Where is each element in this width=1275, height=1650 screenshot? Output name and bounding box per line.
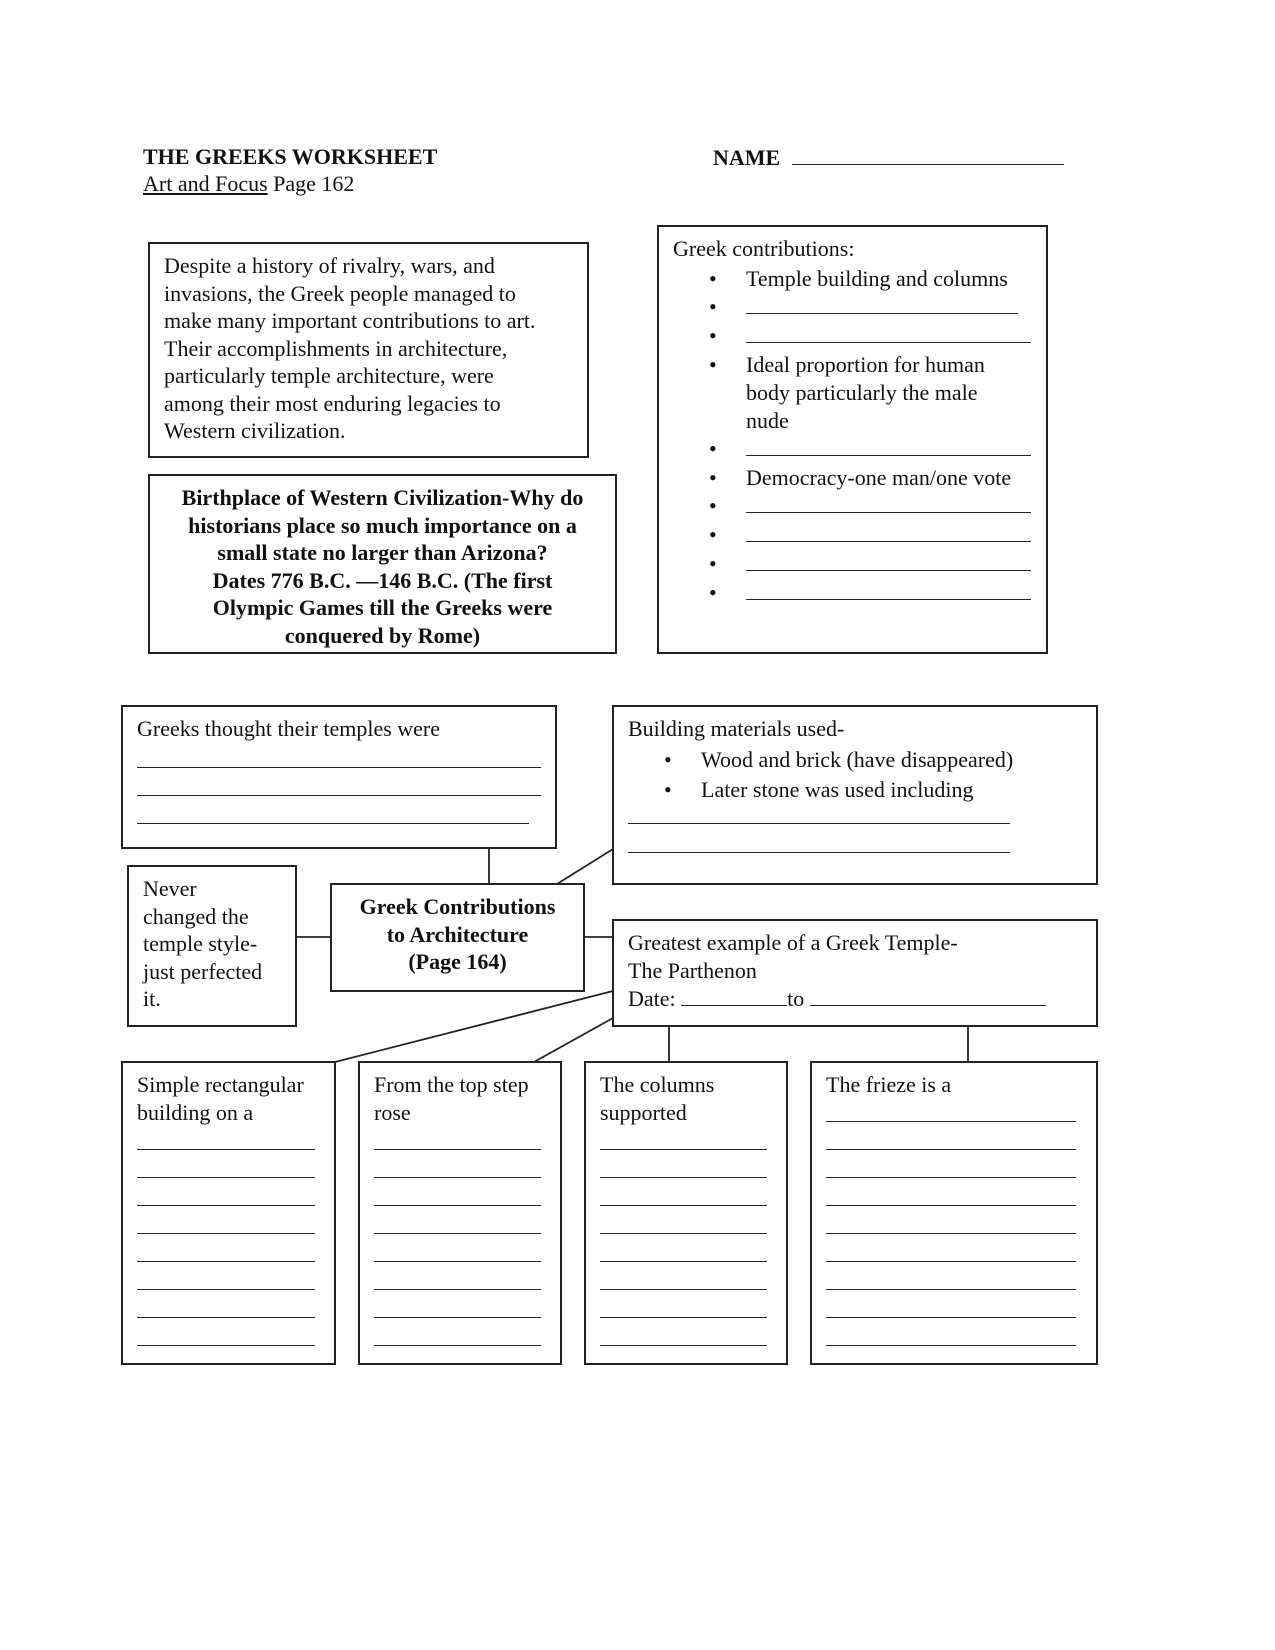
subtitle-page: Page 162 xyxy=(267,171,355,196)
materials-list xyxy=(614,745,1094,805)
columns-text: The columns supported xyxy=(600,1072,715,1125)
answer-line[interactable] xyxy=(374,1345,541,1346)
never-changed-box xyxy=(127,865,297,1027)
answer-line[interactable] xyxy=(374,1261,541,1262)
temples-box xyxy=(121,705,557,849)
answer-line[interactable] xyxy=(826,1317,1076,1318)
contribution-text: Temple building and columns xyxy=(746,266,1008,291)
answer-line[interactable] xyxy=(137,1317,315,1318)
contribution-text: Ideal proportion for human body particularly the male nude xyxy=(746,352,985,433)
date-label: Date: xyxy=(628,986,682,1011)
material-text: Later stone was used including xyxy=(701,777,974,802)
answer-line[interactable] xyxy=(374,1149,541,1150)
answer-line[interactable] xyxy=(137,1345,315,1346)
parthenon-date-row xyxy=(628,985,1046,1013)
answer-line[interactable] xyxy=(600,1345,767,1346)
top-step-box xyxy=(358,1061,562,1365)
answer-line[interactable] xyxy=(600,1233,767,1234)
connector-line xyxy=(557,849,613,884)
answer-line[interactable] xyxy=(600,1261,767,1262)
worksheet-title: THE GREEKS WORKSHEET xyxy=(143,144,438,169)
answer-line[interactable] xyxy=(374,1177,541,1178)
answer-line[interactable] xyxy=(826,1233,1076,1234)
answer-line[interactable] xyxy=(826,1345,1076,1346)
answer-line[interactable] xyxy=(600,1149,767,1150)
materials-box xyxy=(612,705,1098,885)
parthenon-line1: Greatest example of a Greek Temple- xyxy=(628,930,958,955)
center-topic-box xyxy=(330,883,585,992)
connector-line xyxy=(534,1018,613,1062)
answer-line[interactable] xyxy=(826,1205,1076,1206)
temples-text: Greeks thought their temples were xyxy=(137,716,441,741)
center-topic-text: Greek Contributions to Architecture (Page 164) xyxy=(359,894,556,974)
rectangular-building-text: Simple rectangular building on a xyxy=(137,1072,304,1125)
answer-line[interactable] xyxy=(137,1205,315,1206)
answer-line[interactable] xyxy=(600,1177,767,1178)
answer-line[interactable] xyxy=(137,1177,315,1178)
material-item xyxy=(614,775,1094,805)
frieze-box xyxy=(810,1061,1098,1365)
frieze-text: The frieze is a xyxy=(826,1072,952,1097)
answer-line[interactable] xyxy=(374,1317,541,1318)
answer-line[interactable] xyxy=(137,1233,315,1234)
subtitle-reference: Art and Focus xyxy=(143,171,268,196)
to-label: to xyxy=(787,986,810,1011)
contribution-text: Democracy-one man/one vote xyxy=(746,465,1012,490)
date-from-blank[interactable] xyxy=(681,985,787,1006)
answer-line[interactable] xyxy=(374,1205,541,1206)
materials-heading: Building materials used- xyxy=(628,716,845,741)
answer-line[interactable] xyxy=(600,1205,767,1206)
answer-line[interactable] xyxy=(137,1149,315,1150)
rectangular-building-box xyxy=(121,1061,336,1365)
answer-line[interactable] xyxy=(600,1289,767,1290)
answer-line[interactable] xyxy=(374,1233,541,1234)
answer-line[interactable] xyxy=(137,795,541,796)
date-to-blank[interactable] xyxy=(810,985,1046,1006)
answer-line[interactable] xyxy=(137,823,529,824)
answer-line[interactable] xyxy=(137,767,541,768)
parthenon-line2: The Parthenon xyxy=(628,958,757,983)
birthplace-text: Birthplace of Western Civilization-Why do historians place so much importance on a small state no larger than Arizona? Dates 776 B.C. —146 B.C. (The first Olympic Games till the Greeks were conquered by Rome) xyxy=(181,485,584,648)
intro-text: Despite a history of rivalry, wars, and invasions, the Greek people managed to make many important contributions to art. Their accomplishments in architecture, particularly temple architecture, were among their most enduring legacies to Western civilization. xyxy=(164,253,536,443)
answer-line[interactable] xyxy=(137,1289,315,1290)
contributions-heading: Greek contributions: xyxy=(673,236,855,261)
answer-line[interactable] xyxy=(826,1177,1076,1178)
columns-box xyxy=(584,1061,788,1365)
answer-line[interactable] xyxy=(826,1289,1076,1290)
material-item xyxy=(614,745,1094,775)
answer-line[interactable] xyxy=(628,852,1010,853)
name-label-text: NAME xyxy=(713,145,781,170)
answer-line[interactable] xyxy=(600,1317,767,1318)
answer-line[interactable] xyxy=(137,1261,315,1262)
parthenon-box xyxy=(612,919,1098,1027)
top-step-text: From the top step rose xyxy=(374,1072,529,1125)
answer-line[interactable] xyxy=(628,823,1010,824)
answer-line[interactable] xyxy=(374,1289,541,1290)
answer-line[interactable] xyxy=(826,1261,1076,1262)
never-changed-text: Never changed the temple style- just perfected it. xyxy=(143,876,263,1011)
answer-line[interactable] xyxy=(826,1121,1076,1122)
answer-line[interactable] xyxy=(826,1149,1076,1150)
material-text: Wood and brick (have disappeared) xyxy=(701,747,1014,772)
connector-line xyxy=(335,991,613,1062)
